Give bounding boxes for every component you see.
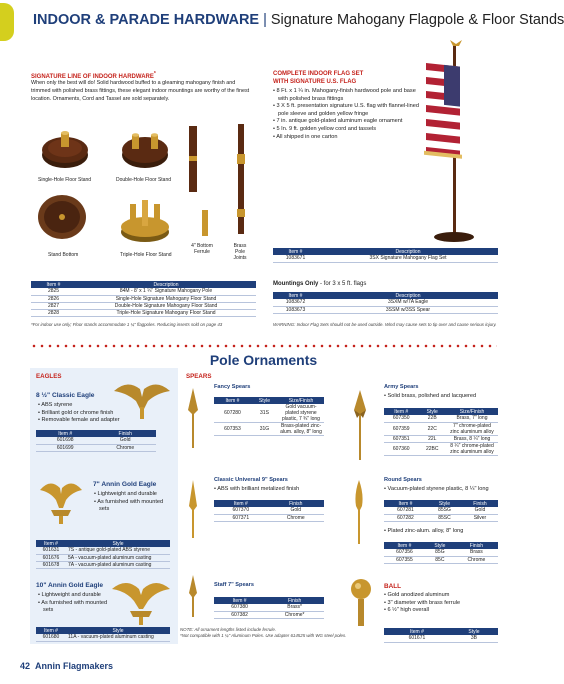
ball-ornament-image [350,578,372,626]
signature-body: When only the best will do! Solid hardwood buffed to a gleaming mahogany finish and trimmed with polished brass fittings, these elegant indoor mountings are worthy of the finest location. Ornaments, Cord and Tassel are sold separately. [31,80,250,102]
table-row: 601676 5A - vacuum-plated aluminum casting [36,554,170,561]
footer-brand: Annin Flagmakers [35,661,114,671]
annin-10-table: Item # Style 601680 11A - vacuum-plated aluminum casting [36,627,170,642]
classic-spears-table: Item # Finish 607370 Gold 607371 Chrome [214,500,324,522]
spears-heading: SPEARS [186,373,212,380]
caption-joints: Brass Pole Joints [233,243,247,261]
dotted-divider [30,344,497,348]
table-row: 601631 7S - antique gold-plated ABS styrene [36,547,170,554]
ball-bullets: • Gold anodized aluminum • 3" diameter with brass ferrule • 6 ½" high overall [384,592,461,614]
table-row: 607355 85C Chrome [384,556,498,563]
caption-single: Single-Hole Floor Stand [38,177,92,183]
annin-10-title: 10" Annin Gold Eagle [36,582,103,589]
round-spears-table-1: Item # Style Finish 607281 85SG Gold 607282 85SC Silver [384,500,498,522]
army-spear-image [352,390,368,460]
table-row: 607359 22C 7" chrome-plated zinc aluminum alloy [384,422,498,435]
table-row: 601698 Gold [36,437,156,444]
round-spears-title: Round Spears [384,477,422,483]
army-spears-bullets: • Solid brass, polished and lacquered [384,393,477,399]
table-row: 601678 7A - vacuum-plated aluminum casting [36,561,170,568]
annin-7-title: 7" Annin Gold Eagle [93,481,157,488]
round-spear-image [352,480,366,544]
caption-ferrule: 4" Bottom Ferrule [191,243,213,255]
staff-spear-image [186,575,200,617]
table-row: 1083673 3SSM w/3SS Spear [273,306,498,313]
spears-note: NOTE: All ornament lengths listed include ferrule. *Not compatible with 1 ¼" Aluminum Poles. Use adapter 614525 with WG steel poles. [180,627,347,638]
double-hole-stand-image [120,125,170,173]
table-row: 607356 85G Brass [384,549,498,556]
table-row: 607371 Chrome [214,514,324,521]
classic-eagle-table: Item # Finish 601698 Gold 601699 Chrome [36,430,156,452]
table-row: 607360 22BC 8 ¼" chrome-plated zinc aluminum alloy [384,442,498,455]
classic-spear-image [186,480,200,538]
classic-eagle-image [112,379,172,419]
set-table: Item # Description 1083671 3SX Signature Mahogany Flag Set [273,248,498,263]
fancy-spears-title: Fancy Spears [214,384,251,390]
mahogany-pole-image [186,126,200,192]
header-bold: INDOOR & PARADE HARDWARE [33,12,260,28]
caption-double: Double-Hole Floor Stand [116,177,172,183]
caption-bottom: Stand Bottom [48,252,79,258]
page-footer [20,661,113,671]
table-row: 1083671 3SX Signature Mahogany Flag Set [273,255,498,262]
pole-ornaments-title: Pole Ornaments [209,352,318,368]
table-row: 607282 85SC Silver [384,514,498,521]
annin-7-table: Item # Style 601631 7S - antique gold-plated ABS styrene 601676 5A - vacuum-plated aluminum casting 601678 7A - vacuum-plated aluminum casting [36,540,170,569]
table-row: 2825 84M - 8' x 1 ¼" Signature Mahogany Pole [31,288,256,295]
round-spears-bullets: • Vacuum-plated styrene plastic, 8 ¼" long [384,486,489,492]
annin-10-bullets: • Lightweight and durable • As furnished with mounted sets [38,592,108,614]
page-header [33,12,564,28]
stand-bottom-image [36,192,88,242]
table-row: 607353 31G Brass-plated zinc-alum. alloy, 8" long [214,423,324,436]
set-bullets: • 8 Ft. x 1 ¼ in. Mahogany-finish hardwood pole and base with polished brass fittings • 3 X 5 ft. presentation signature U.S. flag with flannel-lined pole sleeve and golden yellow fringe • 7 in. antique gold-plated aluminum eagle ornament • 5 In. 9 ft. golden yellow cord and tassels • All shipped in one carton [273,88,419,140]
classic-spears-title: Classic Universal 9" Spears [214,477,288,483]
brass-joint-image [234,124,248,234]
army-spears-title: Army Spears [384,384,419,390]
annin-7-bullets: • Lightweight and durable • As furnished with mounted sets [94,491,164,513]
mountings-label: Mountings Only - for 3 x 5 ft. flags [273,281,367,287]
table-row: 601671 3B [384,635,498,642]
ball-title: BALL [384,583,402,590]
fancy-spear-image [186,388,200,448]
table-row: 2827 Double-Hole Signature Mahogany Floor Stand [31,302,256,309]
classic-eagle-title: 8 ½" Classic Eagle [36,392,95,399]
table-row: 2826 Single-Hole Signature Mahogany Floor Stand [31,295,256,302]
fancy-spears-table: Item # Style Size/Finish 607280 31S Gold vacuum-plated styrene plastic, 7 ¾" long 607353 31G Brass-plated zinc-alum. alloy, 8" long [214,397,324,436]
staff-spears-table: Item # Finish 607380 Brass* 607382 Chrome* [214,597,324,619]
table-row: 607281 85SG Gold [384,507,498,514]
signature-heading: SIGNATURE LINE OF INDOOR HARDWARE* [31,71,156,80]
table-row: 607380 Brass* [214,604,324,611]
table-row: 1083672 3SXM w/7A Eagle [273,299,498,306]
set-warning: WARNING: Indoor Flag Sets should not be used outside. Wind may cause sets to tip over and cause serious injury. [273,322,497,327]
signature-table: Item # Description 2825 84M - 8' x 1 ¼" Signature Mahogany Pole 2826 Single-Hole Signature Mahogany Floor Stand 2827 Double-Hole Signature Mahogany Floor Stand 2828 Triple-Hole Signature Mahogany Floor Stand [31,281,256,317]
table-row: 2828 Triple-Hole Signature Mahogany Floor Stand [31,309,256,316]
caption-triple: Triple-Hole Floor Stand [120,252,172,258]
army-spears-table: Item # Style Size/Finish 607350 22B Brass, 7" long 607359 22C 7" chrome-plated zinc aluminum alloy 607351 22L Brass, 8 ¼" long 607360 22BC 8 ¼" chrome-plated zinc aluminum alloy [384,408,498,456]
ball-table: Item # Style 601671 3B [384,628,498,643]
table-row: 607382 Chrome* [214,611,324,618]
staff-spears-title: Staff 7" Spears [214,582,254,588]
annin-10-eagle-image [110,577,172,625]
triple-hole-stand-image [118,196,172,246]
classic-spears-bullets: • ABS with brilliant metalized finish [214,486,300,492]
table-row: 601699 Chrome [36,444,156,451]
round-spears-table-2: Item # Style Finish 607356 85G Brass 607355 85C Chrome [384,542,498,564]
annin-7-eagle-image [36,476,86,524]
mountings-table: Item # Description 1083672 3SXM w/7A Eagle 1083673 3SSM w/3SS Spear [273,292,498,314]
set-heading-1: COMPLETE INDOOR FLAG SET [273,71,364,77]
us-flag-set-image [418,38,498,243]
table-row: 601680 11A - vacuum-plated aluminum casting [36,634,170,641]
set-heading-2: WITH SIGNATURE U.S. FLAG [273,79,357,85]
table-row: 607351 22L Brass, 8 ¼" long [384,435,498,442]
ferrule-image [200,210,210,236]
eagles-heading: EAGLES [36,373,62,380]
page-tab [0,3,14,41]
single-hole-stand-image [40,125,90,173]
table-row: 607350 22B Brass, 7" long [384,415,498,422]
table-row: 607280 31S Gold vacuum-plated styrene plastic, 7 ¾" long [214,404,324,423]
classic-eagle-bullets: • ABS styrene • Brilliant gold or chrome finish • Removable female and adapter [38,402,120,424]
page-number: 42 [20,661,31,671]
header-separator: | [263,12,267,28]
signature-note: *For indoor use only; Floor stands accommodate 1 ¼" flagpoles. Reducing inserts sold on page 43 [31,322,223,327]
header-title: Signature Mahogany Flagpole & Floor Stands [270,12,564,28]
table-row: 607370 Gold [214,507,324,514]
round-spears-bullet-2: • Plated zinc-alum. alloy, 8" long [384,528,464,534]
